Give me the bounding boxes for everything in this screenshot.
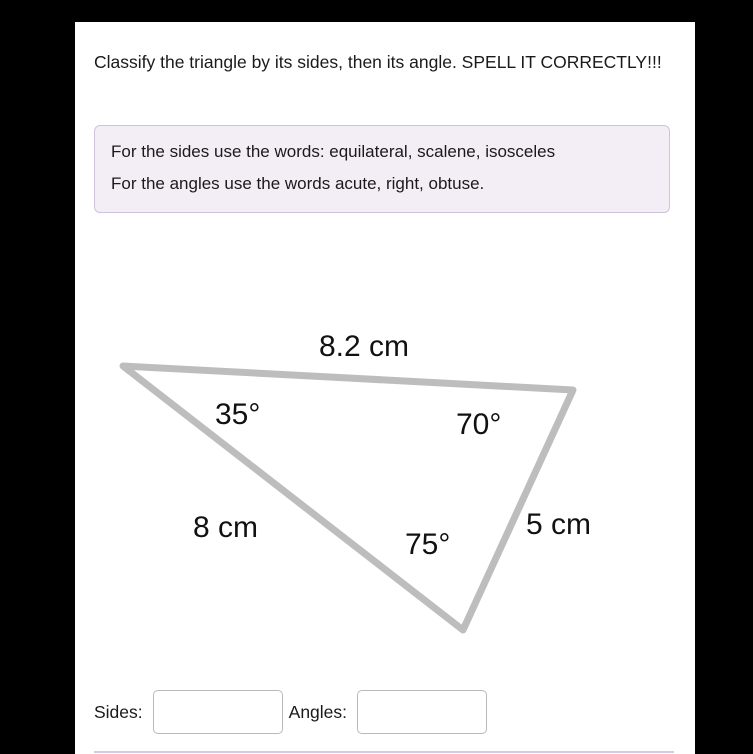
label-left-side: 8 cm bbox=[193, 511, 259, 544]
question-text: Classify the triangle by its sides, then its angle. SPELL IT CORRECTLY!!! bbox=[94, 52, 662, 72]
sides-input[interactable] bbox=[153, 690, 283, 734]
triangle-outline bbox=[123, 366, 573, 630]
answer-row bbox=[94, 684, 674, 740]
triangle-figure bbox=[75, 280, 695, 670]
label-angle-bottom: 75° bbox=[405, 528, 451, 561]
hint-line-sides: For the sides use the words: equilateral, scalene, isosceles bbox=[111, 142, 556, 161]
label-top-side: 8.2 cm bbox=[319, 330, 410, 363]
angles-label: Angles: bbox=[288, 701, 348, 722]
worksheet-page bbox=[75, 22, 695, 754]
label-right-side: 5 cm bbox=[526, 508, 592, 541]
bottom-divider bbox=[94, 751, 674, 753]
label-angle-top-right: 70° bbox=[456, 408, 502, 441]
hint-line-angles: For the angles use the words acute, right, obtuse. bbox=[111, 174, 485, 193]
sides-label: Sides: bbox=[94, 701, 143, 722]
hint-box bbox=[94, 125, 670, 213]
label-angle-left: 35° bbox=[215, 398, 261, 431]
angles-input[interactable] bbox=[357, 690, 487, 734]
